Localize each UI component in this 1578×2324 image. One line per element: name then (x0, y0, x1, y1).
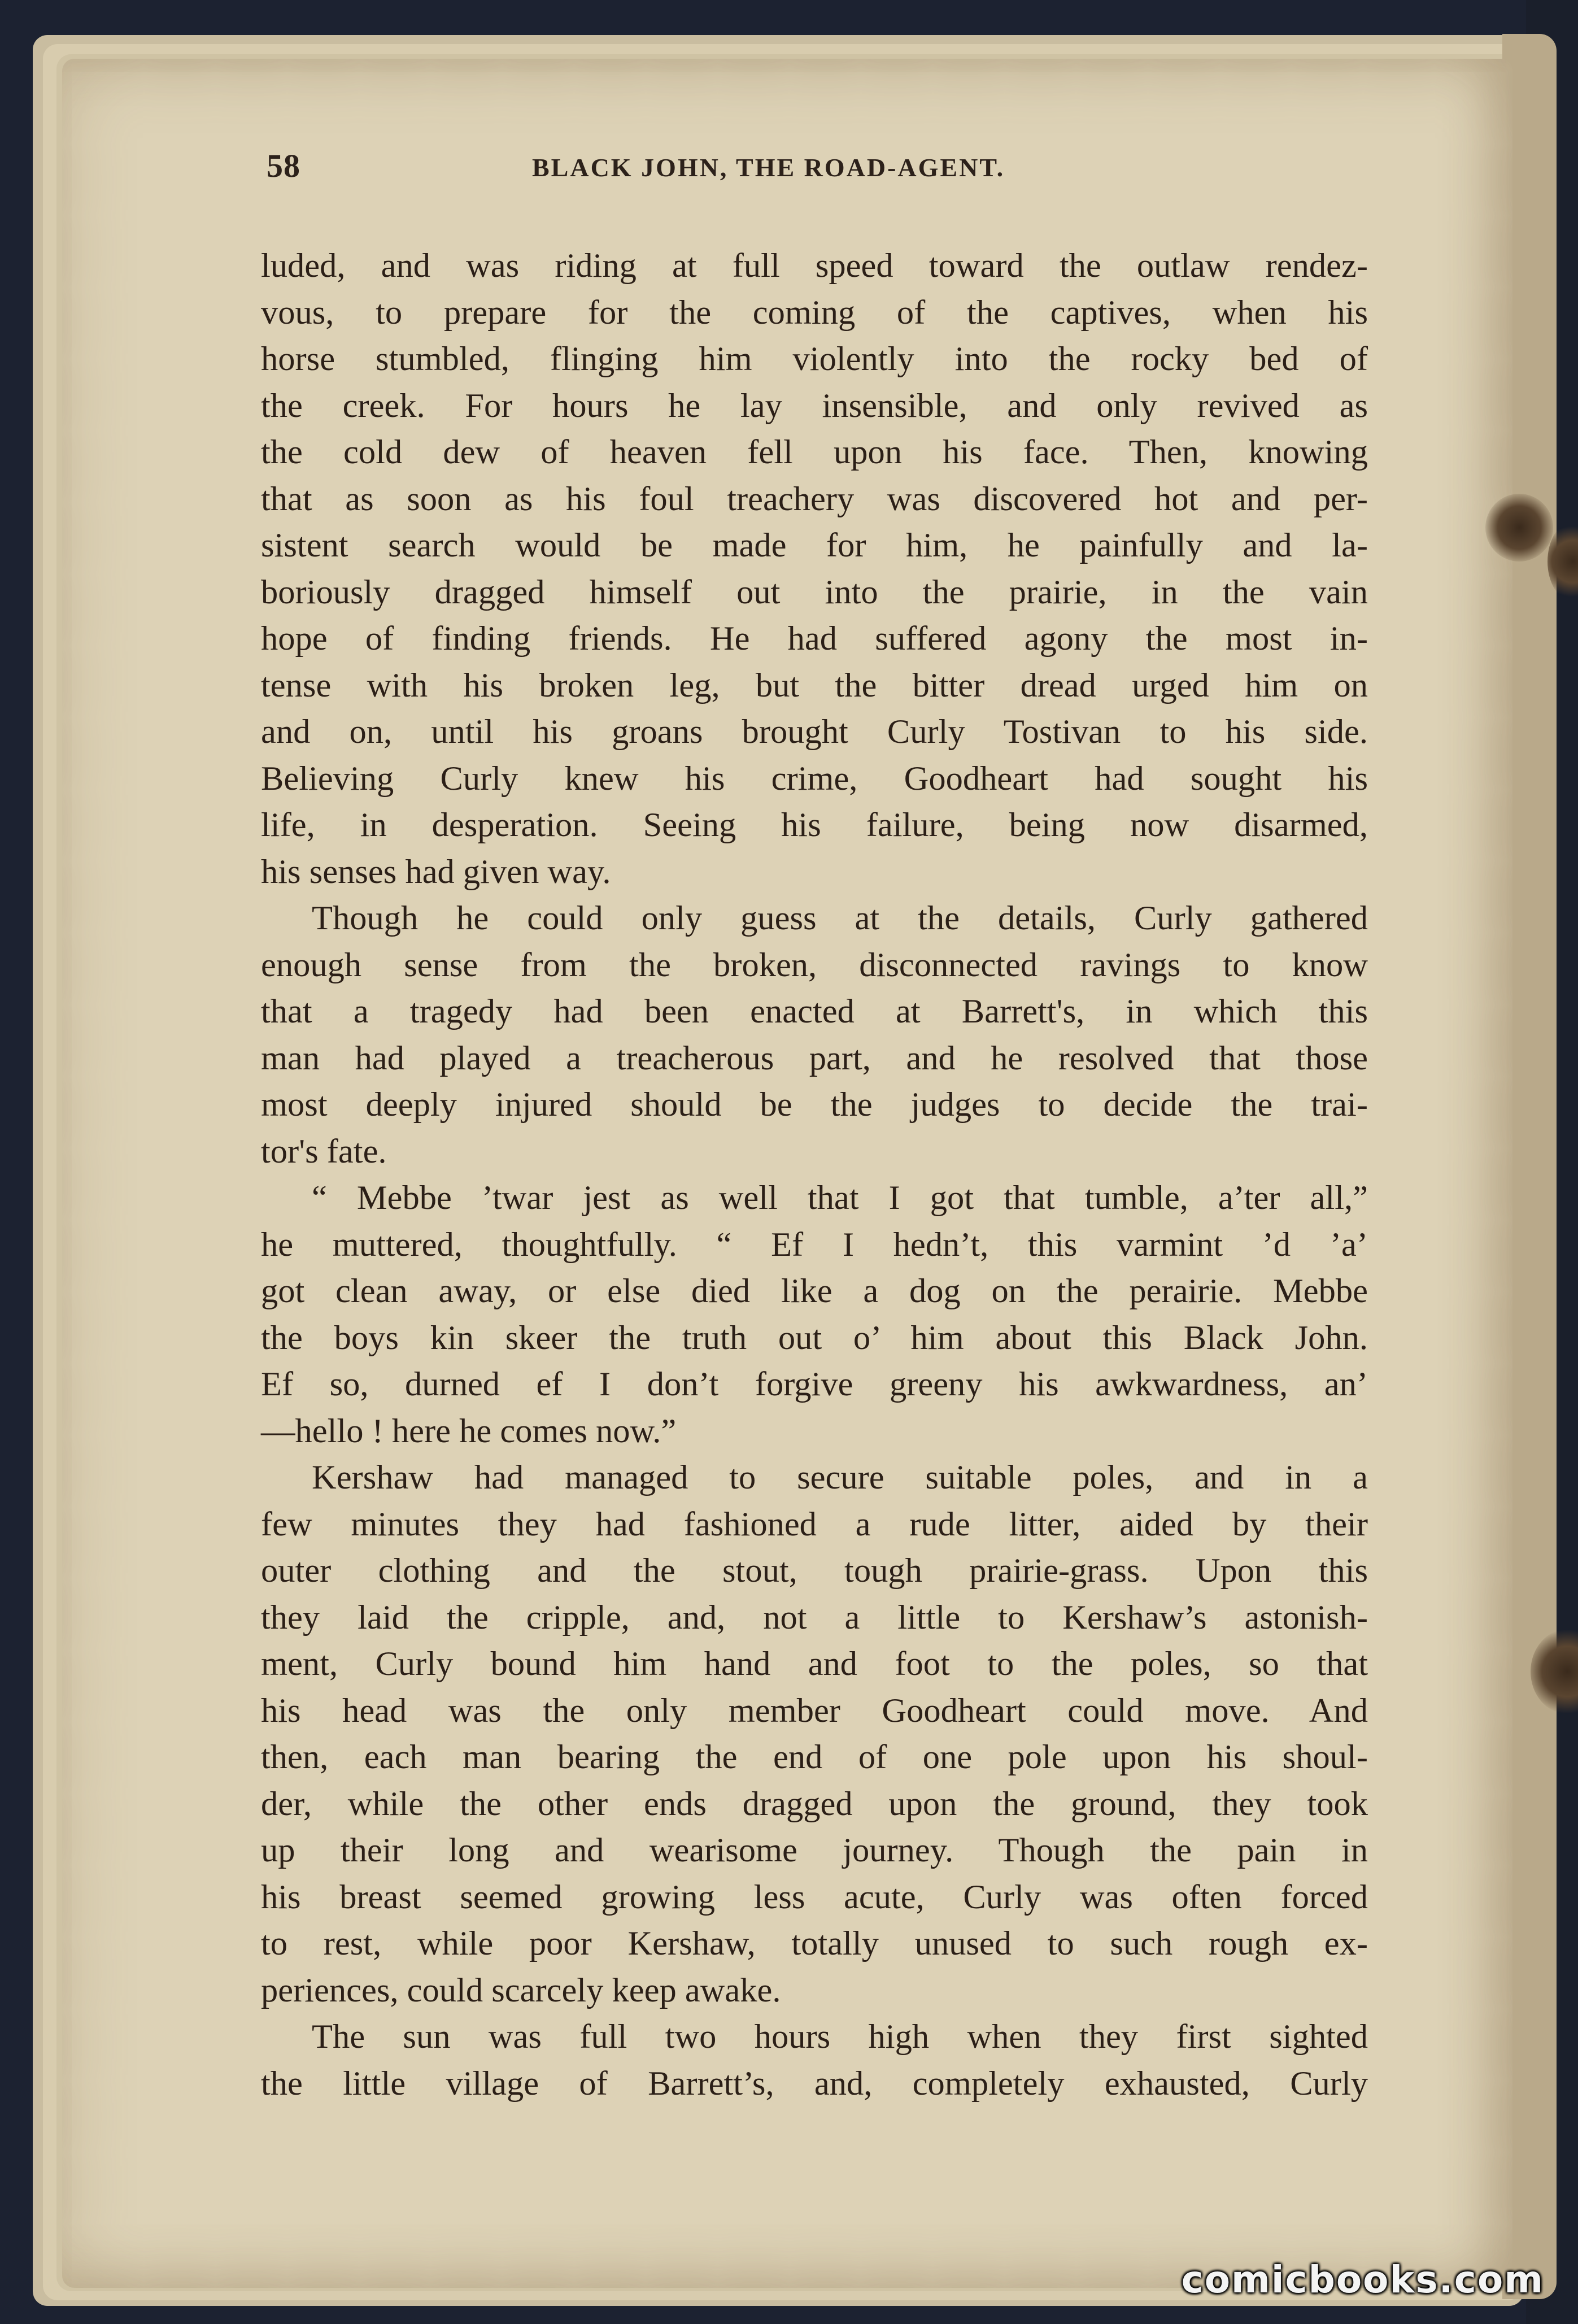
text-line: the little village of Barrett’s, and, completely exhausted, Curly (261, 2064, 1368, 2103)
text-line: periences, could scarcely keep awake. (261, 1971, 781, 2009)
text-line: Kershaw had managed to secure suitable poles, and in a (312, 1459, 1368, 1496)
text-line: and on, until his groans brought Curly Tostivan to his side. (261, 713, 1368, 751)
text-line: the creek. For hours he lay insensible, and only revived as (261, 386, 1368, 425)
text-line: ment, Curly bound him hand and foot to the poles, so that (261, 1645, 1368, 1683)
text-line: sistent search would be made for him, he painfully and la- (261, 526, 1368, 564)
text-line: up their long and wearisome journey. Though the pain in (261, 1831, 1368, 1869)
text-line: the cold dew of heaven fell upon his face. Then, knowing (261, 433, 1368, 471)
text-line: Ef so, durned ef I don’t forgive greeny his awkwardness, an’ (261, 1365, 1368, 1403)
text-line: his breast seemed growing less acute, Curly was often forced (261, 1878, 1368, 1916)
page-header (267, 147, 1357, 203)
text-line: they laid the cripple, and, not a little to Kershaw’s astonish- (261, 1598, 1368, 1637)
text-line: his senses had given way. (261, 852, 611, 891)
text-line: then, each man bearing the end of one pole upon his shoul- (261, 1738, 1368, 1776)
text-line: Though he could only guess at the details, Curly gathered (312, 899, 1368, 937)
text-line: tor's fate. (261, 1132, 387, 1170)
text-line: got clean away, or else died like a dog on the perairie. Mebbe (261, 1272, 1368, 1310)
text-line: that a tragedy had been enacted at Barrett's, in which this (261, 993, 1368, 1030)
text-line: life, in desperation. Seeing his failure, being now disarmed, (261, 806, 1368, 844)
text-line: der, while the other ends dragged upon the ground, they took (261, 1785, 1368, 1823)
text-line: few minutes they had fashioned a rude litter, aided by their (261, 1505, 1368, 1543)
text-line: tense with his broken leg, but the bitter dread urged him on (261, 666, 1368, 704)
text-line: The sun was full two hours high when they first sighted (312, 2018, 1368, 2056)
text-line: to rest, while poor Kershaw, totally unused to such rough ex- (261, 1925, 1368, 1962)
text-line: luded, and was riding at full speed toward the outlaw rendez- (261, 247, 1368, 285)
text-line: most deeply injured should be the judges to decide the trai- (261, 1086, 1368, 1124)
text-line: hope of finding friends. He had suffered agony the most in- (261, 620, 1368, 658)
running-title: BLACK JOHN, THE ROAD-AGENT. (532, 153, 1005, 182)
text-line: the boys kin skeer the truth out o’ him about this Black John. (261, 1318, 1368, 1357)
text-line: boriously dragged himself out into the prairie, in the vain (261, 573, 1368, 611)
text-line: outer clothing and the stout, tough prairie-grass. Upon this (261, 1552, 1368, 1590)
text-line: that as soon as his foul treachery was discovered hot and per- (261, 480, 1368, 518)
body-text (261, 243, 1368, 2107)
text-line: “ Mebbe ’twar jest as well that I got that tumble, a’ter all,” (312, 1179, 1368, 1217)
page-number: 58 (267, 147, 300, 184)
site-watermark: comicbooks.com (1181, 2258, 1544, 2301)
text-line: he muttered, thoughtfully. “ Ef I hedn’t, this varmint ’d ’a’ (261, 1225, 1368, 1264)
text-line: horse stumbled, flinging him violently into the rocky bed of (261, 340, 1368, 378)
text-line: vous, to prepare for the coming of the captives, when his (261, 293, 1368, 332)
text-line: enough sense from the broken, disconnected ravings to know (261, 946, 1368, 984)
text-line: —hello ! here he comes now.” (261, 1412, 677, 1450)
text-line: his head was the only member Goodheart could move. And (261, 1691, 1368, 1730)
text-line: man had played a treacherous part, and he resolved that those (261, 1039, 1368, 1077)
text-line: Believing Curly knew his crime, Goodheart had sought his (261, 759, 1368, 798)
page-stain (1485, 494, 1553, 562)
